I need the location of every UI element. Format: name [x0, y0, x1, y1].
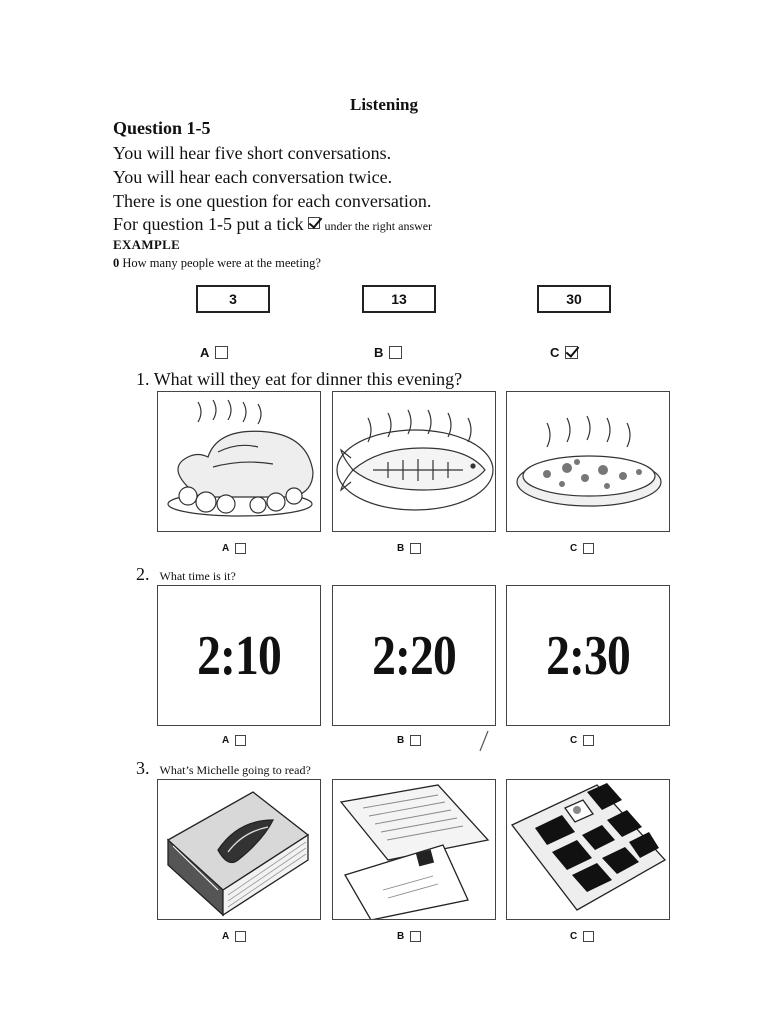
letter-and-envelope-icon: [333, 780, 496, 920]
q1-option-c: [570, 543, 594, 554]
option-letter: C: [570, 735, 578, 746]
example-option-c: [550, 345, 578, 360]
q2-option-c-time: 2:30: [546, 624, 630, 687]
q2-option-c-image: [506, 585, 670, 726]
q1-checkbox-a[interactable]: [235, 543, 246, 554]
q3-option-c: [570, 931, 594, 942]
example-option-c-box: 30: [537, 285, 611, 313]
example-option-a-box: 3: [196, 285, 270, 313]
option-letter: A: [222, 543, 230, 554]
example-label: EXAMPLE: [113, 237, 181, 252]
page-title: Listening: [349, 95, 419, 114]
q3-checkbox-b[interactable]: [410, 931, 421, 942]
instruction-line-1: You will hear five short conversations.: [113, 143, 392, 163]
example-option-b-box: 13: [362, 285, 436, 313]
q2-option-b-image: [332, 585, 496, 726]
question-1-number: 1.: [136, 369, 150, 389]
option-letter: C: [570, 543, 578, 554]
example-number: 0: [113, 256, 120, 270]
q1-option-a-image: [157, 391, 321, 532]
q3-option-a: [222, 931, 246, 942]
example-checkbox-a[interactable]: [215, 346, 228, 359]
magazine-icon: [507, 780, 670, 920]
q3-option-b-image: [332, 779, 496, 920]
q3-checkbox-a[interactable]: [235, 931, 246, 942]
question-3: [136, 758, 311, 779]
q2-checkbox-c[interactable]: [583, 735, 594, 746]
example-option-a: [200, 345, 228, 360]
question-3-number: 3.: [136, 758, 150, 778]
q2-checkbox-b[interactable]: [410, 735, 421, 746]
option-letter: B: [374, 345, 384, 360]
q3-checkbox-c[interactable]: [583, 931, 594, 942]
q2-option-b-time: 2:20: [372, 624, 456, 687]
tick-instruction: [113, 214, 432, 235]
instruction-line-3: There is one question for each conversation.: [113, 191, 432, 211]
q3-option-b: [397, 931, 421, 942]
q2-option-c: [570, 735, 594, 746]
q2-checkbox-a[interactable]: [235, 735, 246, 746]
q1-checkbox-c[interactable]: [583, 543, 594, 554]
question-3-text: What’s Michelle going to read?: [159, 763, 311, 777]
example-question: [113, 256, 321, 271]
q1-checkbox-b[interactable]: [410, 543, 421, 554]
pizza-icon: [507, 392, 670, 532]
tick-checkbox-icon: [308, 217, 320, 229]
question-1: [136, 369, 462, 390]
option-letter: A: [222, 735, 230, 746]
example-checkbox-b[interactable]: [389, 346, 402, 359]
question-1-text: What will they eat for dinner this evening?: [153, 369, 463, 389]
roast-chicken-icon: [158, 392, 321, 532]
pencil-stroke-icon: [478, 730, 490, 752]
q2-option-b: [397, 735, 421, 746]
instruction-line-2: You will hear each conversation twice.: [113, 167, 393, 187]
example-question-text: How many people were at the meeting?: [122, 256, 321, 270]
tick-instruction-prefix: For question 1-5 put a tick: [113, 214, 304, 234]
question-2-number: 2.: [136, 564, 150, 584]
q1-option-b-image: [332, 391, 496, 532]
q1-option-a: [222, 543, 246, 554]
example-option-b: [374, 345, 402, 360]
option-letter: B: [397, 543, 405, 554]
option-letter: A: [200, 345, 210, 360]
question-2-text: What time is it?: [159, 569, 236, 583]
q3-option-c-image: [506, 779, 670, 920]
q1-option-b: [397, 543, 421, 554]
q2-option-a: [222, 735, 246, 746]
q2-option-a-time: 2:10: [197, 624, 281, 687]
option-letter: B: [397, 931, 405, 942]
option-letter: C: [550, 345, 560, 360]
question-header: Question 1-5: [113, 118, 211, 138]
question-2: [136, 564, 236, 585]
q1-option-c-image: [506, 391, 670, 532]
q3-option-a-image: [157, 779, 321, 920]
tick-instruction-suffix: under the right answer: [324, 219, 433, 233]
book-icon: [158, 780, 321, 920]
option-letter: B: [397, 735, 405, 746]
option-letter: C: [570, 931, 578, 942]
fish-on-plate-icon: [333, 392, 496, 532]
q2-option-a-image: [157, 585, 321, 726]
option-letter: A: [222, 931, 230, 942]
example-checkbox-c[interactable]: [565, 346, 578, 359]
